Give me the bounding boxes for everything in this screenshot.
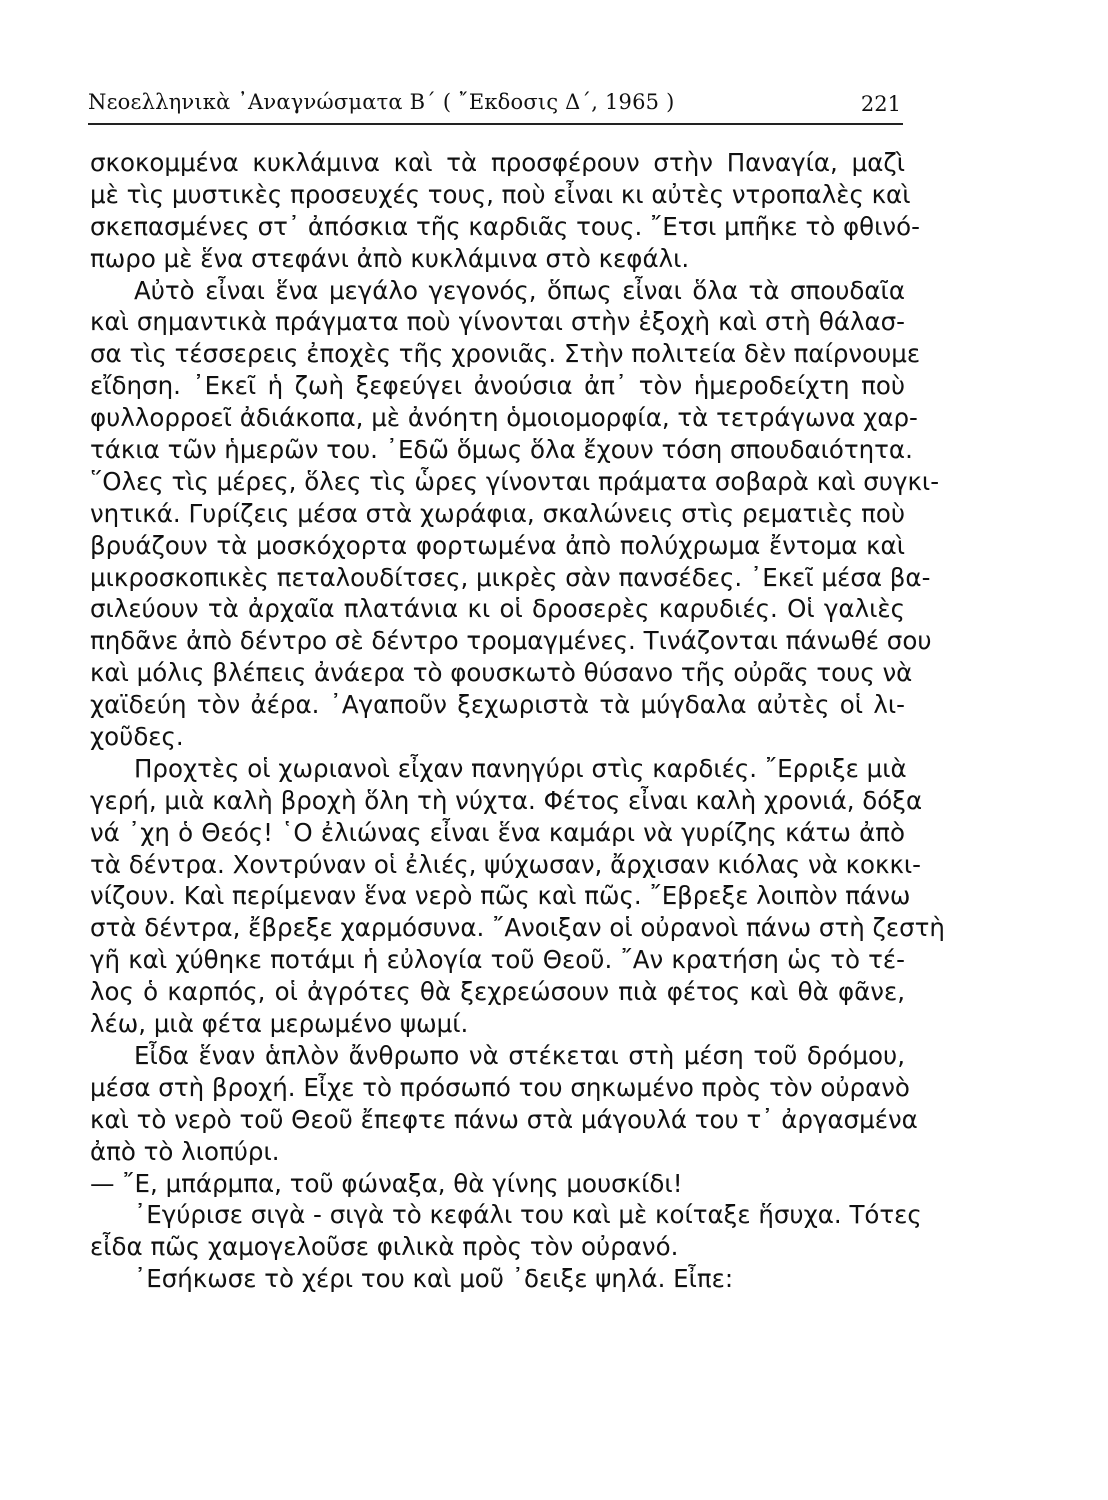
running-header [88,84,903,120]
text-line: λος ὁ καρπός, οἱ ἀγρότες θὰ ξεχρεώσουν πιὰ φέτος καὶ θὰ φᾶνε, [90,977,905,1007]
text-line: νητικά. Γυρίζεις μέσα στὰ χωράφια, σκαλώνεις στὶς ρεματιὲς ποὺ [90,498,905,528]
text-line: Προχτὲς οἱ χωριανοὶ εἶχαν πανηγύρι στὶς καρδιές. ῎Ερριξε μιὰ [134,753,907,783]
text-line: χοῦδες. [90,722,184,752]
text-line: Εἶδα ἕναν ἁπλὸν ἄνθρωπο νὰ στέκεται στὴ μέση τοῦ δρόμου, [134,1040,905,1070]
text-line: καὶ μόλις βλέπεις ἀνάερα τὸ φουσκωτὸ θύσανο τῆς οὐρᾶς τους νὰ [90,658,913,688]
text-line: σα τὶς τέσσερεις ἐποχὲς τῆς χρονιᾶς. Στὴν πολιτεία δὲν παίρνουμε [90,339,921,369]
text-line: πωρο μὲ ἕνα στεφάνι ἀπὸ κυκλάμινα στὸ κεφάλι. [90,243,690,273]
text-line: καὶ τὸ νερὸ τοῦ Θεοῦ ἔπεφτε πάνω στὰ μάγουλά του τ᾿ ἀργασμένα [90,1104,918,1134]
header-rule [88,123,903,125]
body-text [90,147,945,1295]
text-line: ᾿Εσήκωσε τὸ χέρι του καὶ μοῦ ᾿δειξε ψηλά. Εἶπε: [134,1264,734,1294]
text-line: τὰ δέντρα. Χοντρύναν οἱ ἐλιές, ψύχωσαν, ἄρχισαν κιόλας νὰ κοκκι- [90,849,922,879]
header-title: Νεοελληνικὰ ᾿Αναγνώσματα Β΄ ( ῎Εκδοσις Δ΄, 1965 ) [88,90,675,114]
text-line: σιλεύουν τὰ ἀρχαῖα πλατάνια κι οἱ δροσερὲς καρυδιές. Οἱ γαλιὲς [90,594,905,624]
text-line: βρυάζουν τὰ μοσκόχορτα φορτωμένα ἀπὸ πολύχρωμα ἔντομα καὶ [90,530,905,560]
text-line: φυλλορροεῖ ἀδιάκοπα, μὲ ἀνόητη ὁμοιομορφία, τὰ τετράγωνα χαρ- [90,403,918,433]
page-number: 221 [860,92,901,116]
text-line: εἴδηση. ᾿Εκεῖ ἡ ζωὴ ξεφεύγει ἀνούσια ἀπ᾿ τὸν ἡμεροδείχτη ποὺ [90,371,905,401]
text-line: γῆ καὶ χύθηκε ποτάμι ἡ εὐλογία τοῦ Θεοῦ. ῎Αν κρατήση ὡς τὸ τέ- [90,945,905,975]
text-line: νά ᾿χη ὁ Θεός! ῾Ο ἐλιώνας εἶναι ἕνα καμάρι νὰ γυρίζης κάτω ἀπὸ [90,817,905,847]
text-line: μὲ τὶς μυστικὲς προσευχές τους, ποὺ εἶναι κι αὐτὲς ντροπαλὲς καὶ [90,179,911,209]
text-line: νίζουν. Καὶ περίμεναν ἕνα νερὸ πῶς καὶ πῶς. ῎Εβρεξε λοιπὸν πάνω [90,881,911,911]
text-line: πηδᾶνε ἀπὸ δέντρο σὲ δέντρο τρομαγμένες. Τινάζονται πάνωθέ σου [90,626,932,656]
text-line: μικροσκοπικὲς πεταλουδίτσες, μικρὲς σὰν πανσέδες. ᾿Εκεῖ μέσα βα- [90,562,931,592]
text-line: τάκια τῶν ἡμερῶν του. ᾿Εδῶ ὅμως ὅλα ἔχουν τόση σπουδαιότητα. [90,435,913,465]
text-line: Αὐτὸ εἶναι ἕνα μεγάλο γεγονός, ὅπως εἶναι ὅλα τὰ σπουδαῖα [134,275,905,305]
text-line: σκοκομμένα κυκλάμινα καὶ τὰ προσφέρουν στὴν Παναγία, μαζὶ [90,148,905,177]
text-line: εἶδα πῶς χαμογελοῦσε φιλικὰ πρὸς τὸν οὐρανό. [90,1232,679,1262]
text-line: χαϊδεύη τὸν ἀέρα. ᾿Αγαποῦν ξεχωριστὰ τὰ μύγδαλα αὐτὲς οἱ λι- [90,690,905,720]
text-line: ἀπὸ τὸ λιοπύρι. [90,1136,280,1166]
text-line: — ῎Ε, μπάρμπα, τοῦ φώναξα, θὰ γίνης μουσκίδι! [90,1168,683,1198]
text-line: ᾿Εγύρισε σιγὰ - σιγὰ τὸ κεφάλι του καὶ μὲ κοίταξε ἥσυχα. Τότες [134,1200,922,1230]
text-line: ῞Ολες τὶς μέρες, ὅλες τὶς ὧρες γίνονται πράματα σοβαρὰ καὶ συγκι- [90,466,940,496]
text-line: γερή, μιὰ καλὴ βροχὴ ὅλη τὴ νύχτα. Φέτος εἶναι καλὴ χρονιά, δόξα [90,785,923,815]
text-line: λέω, μιὰ φέτα μερωμένο ψωμί. [90,1009,469,1039]
text-line: καὶ σημαντικὰ πράγματα ποὺ γίνονται στὴν ἐξοχὴ καὶ στὴ θάλασ- [90,307,905,337]
text-line: στὰ δέντρα, ἔβρεξε χαρμόσυνα. ῎Ανοιξαν οἱ οὐρανοὶ πάνω στὴ ζεστὴ [90,913,945,943]
text-line: μέσα στὴ βροχή. Εἶχε τὸ πρόσωπό του σηκωμένο πρὸς τὸν οὐρανὸ [90,1072,910,1102]
text-line: σκεπασμένες στ᾿ ἀπόσκια τῆς καρδιᾶς τους. ῎Ετσι μπῆκε τὸ φθινό- [90,211,920,241]
